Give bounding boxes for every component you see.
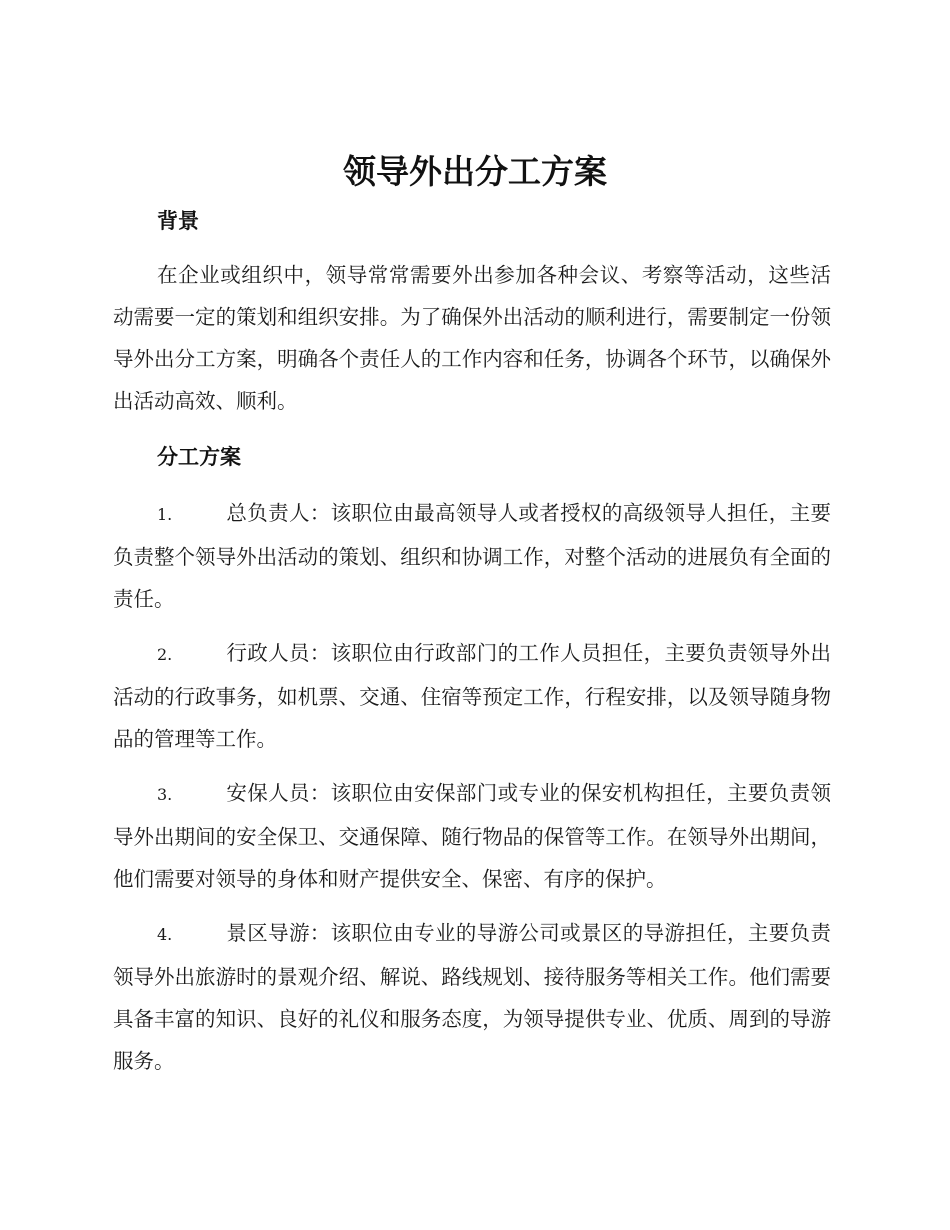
list-item	[113, 772, 831, 900]
list-item-text: 安保人员：该职位由安保部门或专业的保安机构担任，主要负责领导外出期间的安全保卫、交通保障、随行物品的保管等工作。在领导外出期间，他们需要对领导的身体和财产提供安全、保密、有序的保护。	[113, 781, 831, 891]
list-item	[113, 632, 831, 760]
document-title: 领导外出分工方案	[343, 152, 607, 191]
list-item	[113, 492, 831, 620]
list-item	[113, 912, 831, 1082]
section-heading-background: 背景	[157, 209, 199, 233]
list-item-text: 总负责人：该职位由最高领导人或者授权的高级领导人担任，主要负责整个领导外出活动的策划、组织和协调工作，对整个活动的进展负有全面的责任。	[113, 501, 831, 611]
list-item-number: 1.	[157, 505, 173, 524]
list-item-number: 2.	[157, 645, 173, 664]
list-item-number: 4.	[157, 925, 173, 944]
list-item-number: 3.	[157, 785, 173, 804]
list-item-text: 景区导游：该职位由专业的导游公司或景区的导游担任，主要负责领导外出旅游时的景观介绍、解说、路线规划、接待服务等相关工作。他们需要具备丰富的知识、良好的礼仪和服务态度，为领导提供专业、优质、周到的导游服务。	[113, 921, 831, 1073]
section-heading-plan: 分工方案	[157, 445, 241, 469]
background-paragraph: 在企业或组织中，领导常常需要外出参加各种会议、考察等活动，这些活动需要一定的策划和组织安排。为了确保外出活动的顺利进行，需要制定一份领导外出分工方案，明确各个责任人的工作内容和任务，协调各个环节，以确保外出活动高效、顺利。	[113, 263, 831, 413]
list-item-text: 行政人员：该职位由行政部门的工作人员担任，主要负责领导外出活动的行政事务，如机票、交通、住宿等预定工作，行程安排，以及领导随身物品的管理等工作。	[113, 641, 831, 751]
